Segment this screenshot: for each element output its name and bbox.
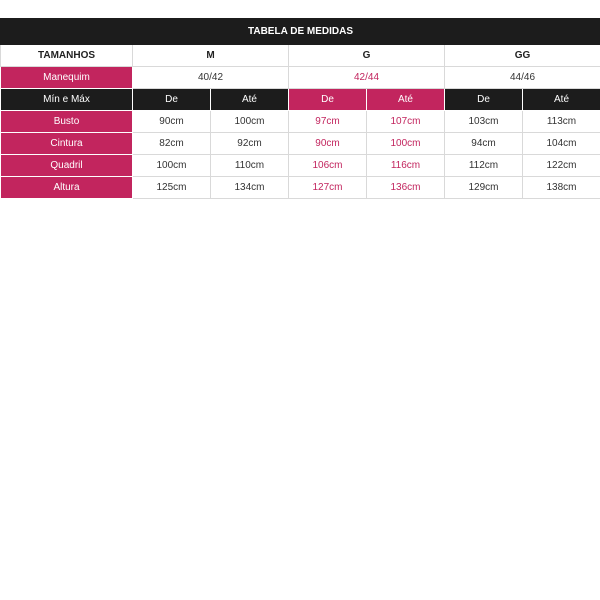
table-cell: 103cm	[445, 111, 523, 133]
table-cell: 92cm	[211, 133, 289, 155]
table-cell: 90cm	[133, 111, 211, 133]
gg-from-header: De	[445, 89, 523, 111]
table-cell: 104cm	[523, 133, 600, 155]
measure-row-busto	[1, 111, 600, 133]
table-cell: 127cm	[289, 177, 367, 199]
table-cell: 129cm	[445, 177, 523, 199]
gg-to-header: Até	[523, 89, 600, 111]
measure-row-cintura	[1, 133, 600, 155]
sizes-label: TAMANHOS	[1, 45, 133, 67]
table-title: TABELA DE MEDIDAS	[1, 19, 600, 45]
mannequin-label: Manequim	[1, 67, 133, 89]
table-cell: 136cm	[367, 177, 445, 199]
table-cell: 107cm	[367, 111, 445, 133]
table-cell: 90cm	[289, 133, 367, 155]
size-gg-header: GG	[445, 45, 600, 67]
table-cell: 112cm	[445, 155, 523, 177]
m-from-header: De	[133, 89, 211, 111]
measure-row-altura	[1, 177, 600, 199]
mannequin-row	[1, 67, 600, 89]
table-cell: 100cm	[133, 155, 211, 177]
title-row	[1, 19, 600, 45]
table-cell: 82cm	[133, 133, 211, 155]
table-cell: 116cm	[367, 155, 445, 177]
g-from-header: De	[289, 89, 367, 111]
table-cell: 125cm	[133, 177, 211, 199]
mannequin-gg: 44/46	[445, 67, 600, 89]
size-g-header: G	[289, 45, 445, 67]
row-label: Cintura	[1, 133, 133, 155]
sizes-row	[1, 45, 600, 67]
row-label: Altura	[1, 177, 133, 199]
mannequin-g: 42/44	[289, 67, 445, 89]
table-cell: 122cm	[523, 155, 600, 177]
size-chart	[0, 18, 600, 199]
table-cell: 94cm	[445, 133, 523, 155]
m-to-header: Até	[211, 89, 289, 111]
table-cell: 138cm	[523, 177, 600, 199]
table-cell: 113cm	[523, 111, 600, 133]
table-cell: 100cm	[211, 111, 289, 133]
table-cell: 106cm	[289, 155, 367, 177]
row-label: Busto	[1, 111, 133, 133]
row-label: Quadril	[1, 155, 133, 177]
measure-row-quadril	[1, 155, 600, 177]
table-cell: 97cm	[289, 111, 367, 133]
range-label: Mín e Máx	[1, 89, 133, 111]
size-table	[0, 18, 600, 199]
range-header-row	[1, 89, 600, 111]
table-cell: 110cm	[211, 155, 289, 177]
size-m-header: M	[133, 45, 289, 67]
mannequin-m: 40/42	[133, 67, 289, 89]
table-cell: 134cm	[211, 177, 289, 199]
table-cell: 100cm	[367, 133, 445, 155]
g-to-header: Até	[367, 89, 445, 111]
